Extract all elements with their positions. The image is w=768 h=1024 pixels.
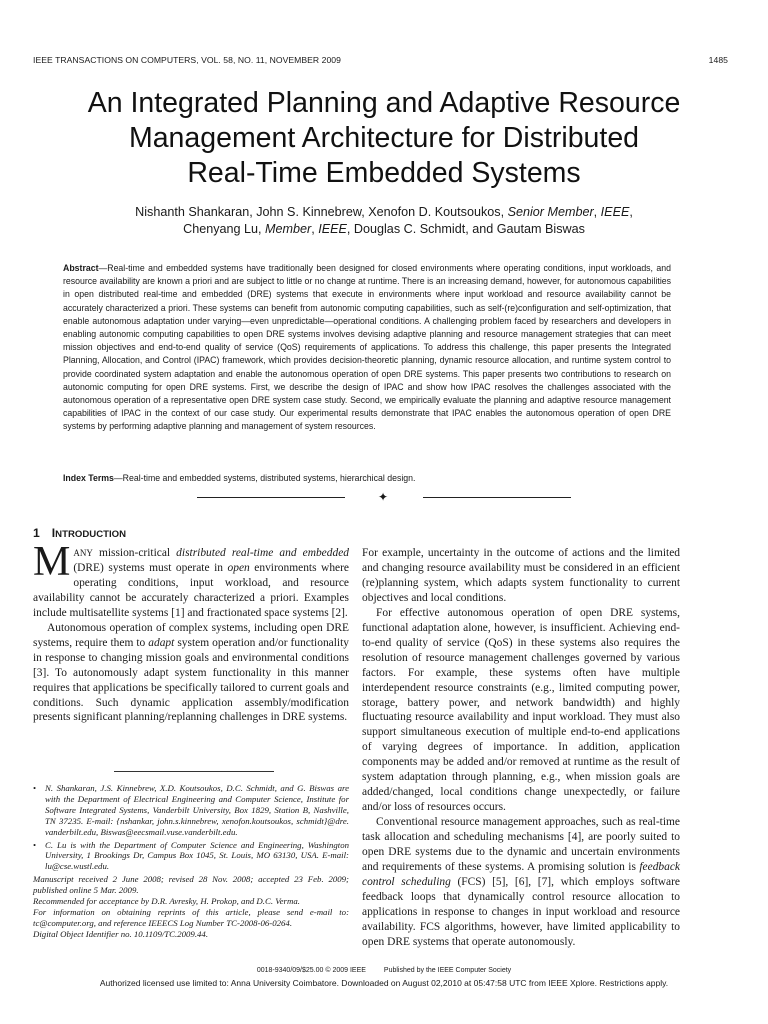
- footnote-text-1: N. Shankaran, J.S. Kinnebrew, X.D. Koutsoukos, D.C. Schmidt, and G. Biswas are with the Department of Electrical Engineering and Computer Science, Institute for Software Integrated Systems, Vanderbilt University, Box 1829, Station B, Nashville, TN 37235. E-mail: {nshankar, john.s.kinnebrew, xenofon.koutsoukos, schmidt}@dre. vanderbilt.edu, Biswas@eecsmail.vuse.vanderbilt.edu.: [45, 783, 349, 837]
- author-names-1: Nishanth Shankaran, John S. Kinnebrew, Xenofon D. Koutsoukos,: [135, 205, 508, 219]
- paragraph-4: For effective autonomous operation of open DRE systems, functional adaptation alone, however, is insufficient. Achieving end-to-end quality of service (QoS) in these systems also requires the resolution of resource management challenges governed by various factors. For example, these systems often have multiple interdependent resource constraints (e.g., limited computing power, storage, battery power, and network bandwidth) and highly fluctuating resource availability and input workload. They must also support simultaneous execution of multiple end-to-end applications of varying degrees of importance. In addition, application components may be added and/or removed at runtime as the result of system adaptation through planning, e.g., when mission goals are added/changed, local conditions change unexpectedly, or failure and/or loss of resources occurs.: [362, 606, 680, 814]
- p1-text-1: mission-critical: [92, 547, 177, 559]
- abstract-label: Abstract: [63, 263, 99, 273]
- p5-text-1: Conventional resource management approaches, such as real-time task allocation and scheduling mechanisms [4], are poorly suited to open DRE systems due to the dynamic and uncertain environments and requirements of these systems. A promising solution is: [362, 816, 680, 874]
- author-names-2: Chenyang Lu,: [183, 222, 266, 236]
- p2-text-1: Autonomous operation of complex systems, including open DRE systems, require them to: [33, 621, 349, 649]
- journal-header: IEEE TRANSACTIONS ON COMPUTERS, VOL. 58, NO. 11, NOVEMBER 2009: [33, 55, 341, 65]
- p2-emphasis-1: adapt: [148, 636, 175, 649]
- page-number: 1485: [708, 55, 728, 65]
- paragraph-3: For example, uncertainty in the outcome of actions and the limited and changing resource availability must be considered in an efficient (re)planning system, which adapts system functionality to current objectives and local conditions.: [362, 547, 680, 604]
- author-sep-2: ,: [311, 222, 319, 236]
- author-sep-1: ,: [593, 205, 601, 219]
- bullet-icon: •: [33, 839, 37, 850]
- copyright-line: [0, 967, 768, 974]
- p2-text-2: system operation and/or functionality in response to changing mission goals and environmental conditions [3]. To autonomously adapt system functionality in this manner requires that applications be specifically tailored to current goals and conditions. Such dynamic application assembly/modification presents significant planning/replanning challenges in DRE systems.: [33, 636, 349, 724]
- paragraph-5: [362, 815, 680, 950]
- footnotes: [33, 783, 349, 940]
- author-org-1: IEEE: [600, 205, 630, 219]
- manuscript-dates: Manuscript received 2 June 2008; revised 28 Nov. 2008; accepted 23 Feb. 2009; published online 5 Mar. 2009.: [33, 874, 349, 896]
- footnote-text-2: C. Lu is with the Department of Computer Science and Engineering, Washington University, 1 Brookings Dr, Campus Box 1045, St. Louis, MO 63130, USA. E-mail: lu@cse.wustl.edu.: [45, 839, 349, 872]
- running-head: [33, 55, 728, 69]
- author-role-2: Member: [265, 222, 312, 236]
- index-terms-text: —Real-time and embedded systems, distributed systems, hierarchical design.: [113, 473, 416, 483]
- separator-rule-left: [197, 497, 345, 498]
- left-column: [33, 539, 350, 725]
- index-terms-label: Index Terms: [63, 473, 114, 483]
- footnote-rule: [114, 771, 274, 772]
- publisher: Published by the IEEE Computer Society: [383, 967, 512, 974]
- separator-diamond-icon: ✦: [378, 490, 389, 504]
- p1-text-2: (DRE) systems must operate in: [73, 561, 228, 574]
- section-separator: [197, 492, 571, 504]
- author-list: [30, 204, 738, 238]
- index-terms: [63, 472, 671, 485]
- smallcaps-word: ANY: [73, 548, 93, 558]
- p1-emphasis-2: open: [227, 561, 250, 574]
- separator-rule-right: [423, 497, 571, 498]
- section-number: 1: [33, 526, 40, 540]
- drop-cap: M: [33, 539, 71, 585]
- p5-text-2: (FCS) [5], [6], [7], which employs software feedback loops that dynamically control resource allocation to applications in response to changes in input workload and resource availability. FCS algorithms, however, have limited applicability to open DRE systems that operate autonomously.: [362, 875, 680, 948]
- paragraph-2: [33, 621, 349, 726]
- title-line-3: Real-Time Embedded Systems: [187, 157, 581, 189]
- license-notice: Authorized licensed use limited to: Anna University Coimbatore. Downloaded on August 02,2010 at 05:47:58 UTC from IEEE Xplore. Restrictions apply.: [99, 978, 669, 988]
- recommended-by: Recommended for acceptance by D.R. Avresky, H. Prokop, and D.C. Verma.: [33, 896, 300, 907]
- bullet-icon: •: [33, 783, 37, 793]
- issn-copyright: 0018-9340/09/$25.00 © 2009 IEEE: [256, 967, 366, 974]
- doi: Digital Object Identifier no. 10.1109/TC.2009.44.: [33, 928, 209, 939]
- footnote-affiliation-2: [33, 840, 349, 873]
- section-title-rest: NTRODUCTION: [55, 529, 127, 540]
- author-end-2: , Douglas C. Schmidt, and Gautam Biswas: [346, 222, 585, 236]
- reprints-info: For information on obtaining reprints of this article, please send e-mail to: tc@computer.org, and reference IEEECS Log Number TC-2008-06-0264.: [33, 906, 349, 928]
- paragraph-1: [33, 539, 350, 621]
- title-line-2: Management Architecture for Distributed: [128, 122, 640, 154]
- author-end-1: ,: [629, 205, 633, 219]
- p1-emphasis-1: distributed real-time and embedded: [176, 547, 349, 559]
- abstract: [63, 262, 671, 434]
- author-line-2: [30, 221, 738, 238]
- p5-emphasis-1: feedback control scheduling: [362, 861, 680, 888]
- author-org-2: IEEE: [318, 222, 347, 236]
- p1-text-3: environments where operating conditions, input workload, and resource availability cannot be accurately characterized a priori. Examples include multisatellite systems [1] and fractionated space systems [2].: [33, 561, 350, 619]
- right-column: [362, 546, 680, 950]
- footnote-affiliation-1: [33, 783, 349, 838]
- title-line-1: An Integrated Planning and Adaptive Resource: [87, 87, 681, 119]
- author-role-1: Senior Member: [507, 205, 594, 219]
- section-heading: [33, 526, 126, 540]
- paper-title: [20, 86, 748, 191]
- author-line-1: [30, 204, 738, 221]
- section-title-initial: I: [51, 526, 56, 540]
- abstract-text: —Real-time and embedded systems have traditionally been designed for closed environments where operating conditions, input workloads, and resource availability are known a priori and are subject to little or no change at runtime. There is an increasing demand, however, for autonomous capabilities in open distributed real-time and embedded (DRE) systems that execute in environments where input workload and resource availability cannot be accurately characterized a priori. These systems can benefit from autonomic computing capabilities, such as self-(re)configuration and self-optimization, that enable autonomous adaptation under varying—even unpredictable—operational conditions. A challenging problem faced by researchers and developers in enabling autonomic computing capabilities to open DRE systems involves devising adaptive planning and resource management strategies that can meet mission objectives and end-to-end quality of service (QoS) requirements of applications. To address this challenge, this paper presents the Integrated Planning, Allocation, and Control (IPAC) framework, which provides decision-theoretic planning, dynamic resource allocation, and runtime system control to provide coordinated system adaptation and enable the autonomous operation of open DRE systems. This paper presents two contributions to research on autonomic computing for open DRE systems. First, we describe the design of IPAC and show how IPAC resolves the challenges associated with the autonomous operation of a representative open DRE system case study. Second, we empirically evaluate the planning and adaptive resource management capabilities of IPAC in the context of our case study. Our experimental results demonstrate that IPAC enables the autonomous operation of open DRE systems by performing adaptive planning and management of system resources.: [63, 263, 671, 432]
